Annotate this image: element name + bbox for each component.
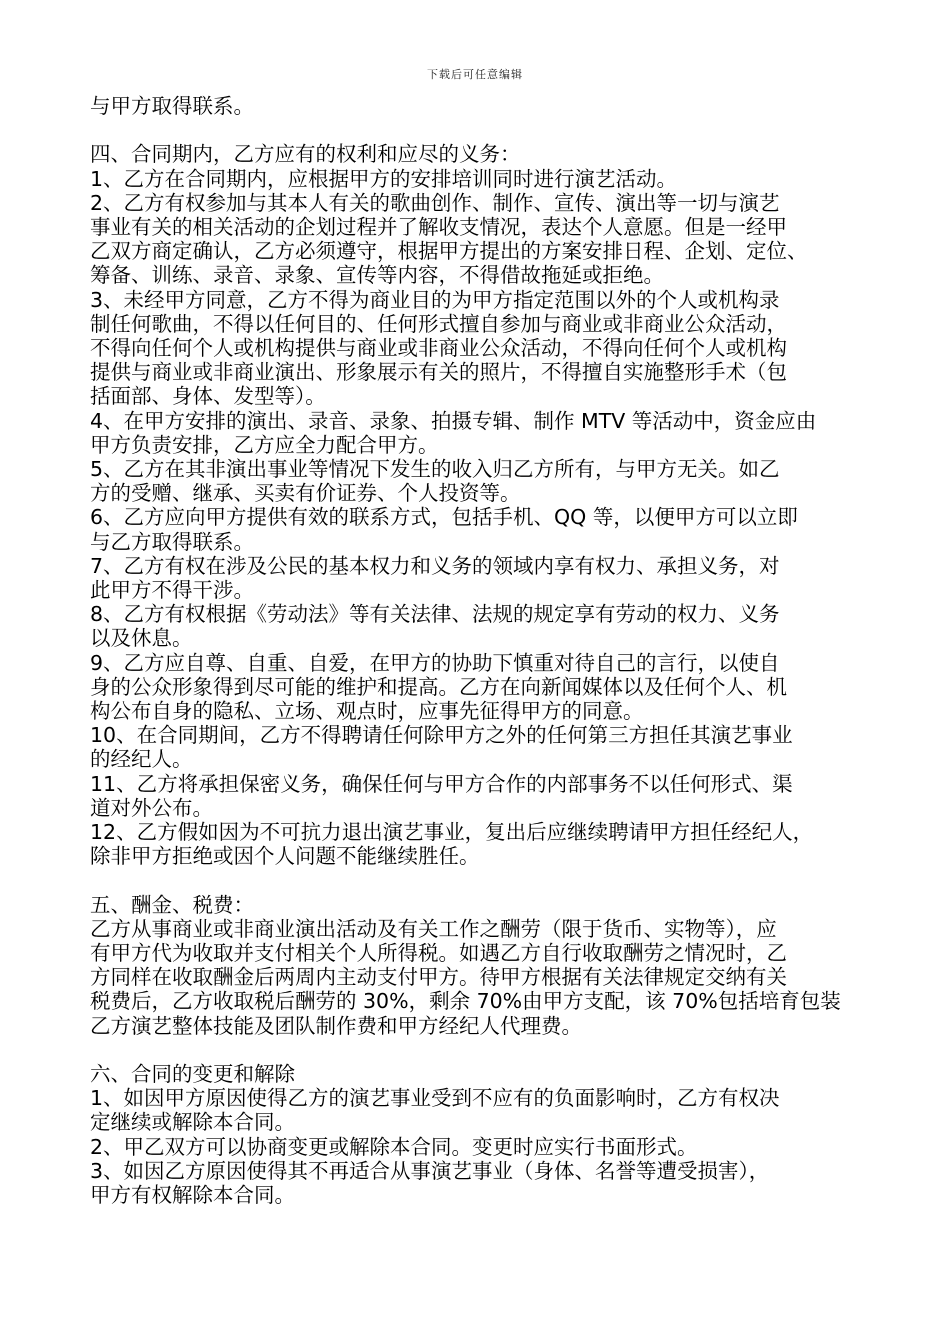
section-4-line: 与乙方取得联系。 (90, 529, 254, 554)
section-4-line: 8、乙方有权根据《劳动法》等有关法律、法规的规定享有劳动的权力、义务 (90, 602, 780, 627)
section-5-line: 税费后，乙方收取税后酬劳的 30%，剩余 70%由甲方支配，该 70%包括培育包装 (90, 989, 841, 1014)
section-4-line: 不得向任何个人或机构提供与商业或非商业公众活动，不得向任何个人或机构 (90, 336, 787, 361)
section-4-line: 的经纪人。 (90, 747, 193, 772)
page-header-caption: 下载后可任意编辑 (427, 68, 523, 81)
section-4-line: 构公布自身的隐私、立场、观点时，应事先征得甲方的同意。 (90, 699, 644, 724)
section-4-line: 除非甲方拒绝或因个人问题不能继续胜任。 (90, 844, 480, 869)
section-6-heading: 六、合同的变更和解除 (90, 1062, 295, 1087)
section-4-line: 9、乙方应自尊、自重、自爱，在甲方的协助下慎重对待自己的言行，以使自 (90, 650, 780, 675)
lead-line: 与甲方取得联系。 (90, 94, 254, 118)
document-body (90, 94, 880, 1207)
section-4-line: 甲方负责安排，乙方应全力配合甲方。 (90, 432, 439, 457)
section-5-line: 乙方从事商业或非商业演出活动及有关工作之酬劳（限于货币、实物等），应 (90, 916, 777, 941)
section-4-line: 制任何歌曲，不得以任何目的、任何形式擅自参加与商业或非商业公众活动， (90, 311, 787, 336)
section-4-line: 2、乙方有权参加与其本人有关的歌曲创作、制作、宣传、演出等一切与演艺 (90, 190, 780, 215)
section-4-line: 7、乙方有权在涉及公民的基本权力和义务的领域内享有权力、承担义务，对 (90, 553, 780, 578)
section-5-heading: 五、酬金、税费： (90, 892, 254, 917)
section-4-line: 提供与商业或非商业演出、形象展示有关的照片，不得擅自实施整形手术（包 (90, 360, 787, 385)
paragraph-gap (90, 118, 880, 142)
section-4-line: 3、未经甲方同意，乙方不得为商业目的为甲方指定范围以外的个人或机构录 (90, 287, 780, 312)
section-4-line: 10、在合同期间，乙方不得聘请任何除甲方之外的任何第三方担任其演艺事业 (90, 723, 793, 748)
section-4-line: 6、乙方应向甲方提供有效的联系方式，包括手机、QQ 等，以便甲方可以立即 (90, 505, 798, 530)
section-4-line: 11、乙方将承担保密义务，确保任何与甲方合作的内部事务不以任何形式、渠 (90, 771, 793, 796)
section-6-line: 甲方有权解除本合同。 (90, 1183, 295, 1208)
section-5-line: 乙方演艺整体技能及团队制作费和甲方经纪人代理费。 (90, 1013, 582, 1038)
section-4-line: 身的公众形象得到尽可能的维护和提高。乙方在向新闻媒体以及任何个人、机 (90, 674, 787, 699)
section-4-line: 以及休息。 (90, 626, 193, 651)
section-4-line: 1、乙方在合同期内，应根据甲方的安排培训同时进行演艺活动。 (90, 166, 678, 191)
section-4-line: 方的受赠、继承、买卖有价证券、个人投资等。 (90, 481, 521, 506)
paragraph-gap (90, 1038, 880, 1062)
section-5-line: 方同样在收取酬金后两周内主动支付甲方。待甲方根据有关法律规定交纳有关 (90, 965, 787, 990)
section-6-line: 定继续或解除本合同。 (90, 1110, 295, 1135)
section-5-line: 有甲方代为收取并支付相关个人所得税。如遇乙方自行收取酬劳之情况时，乙 (90, 941, 787, 966)
section-4-line: 事业有关的相关活动的企划过程并了解收支情况，表达个人意愿。但是一经甲 (90, 215, 787, 239)
section-4-line: 此甲方不得干涉。 (90, 578, 254, 603)
section-4-line: 12、乙方假如因为不可抗力退出演艺事业，复出后应继续聘请甲方担任经纪人， (90, 820, 814, 845)
section-6-line: 2、甲乙双方可以协商变更或解除本合同。变更时应实行书面形式。 (90, 1134, 698, 1159)
section-4-line: 括面部、身体、发型等）。 (90, 384, 326, 409)
section-4-heading: 四、合同期内，乙方应有的权利和应尽的义务： (90, 142, 521, 167)
section-4-line: 道对外公布。 (90, 795, 213, 820)
section-4-line: 4、在甲方安排的演出、录音、录象、拍摄专辑、制作 MTV 等活动中，资金应由 (90, 408, 817, 433)
section-6-line: 3、如因乙方原因使得其不再适合从事演艺事业（身体、名誉等遭受损害）， (90, 1158, 770, 1183)
section-4-line: 筹备、训练、录音、录象、宣传等内容，不得借故拖延或拒绝。 (90, 263, 664, 288)
paragraph-gap (90, 868, 880, 892)
section-6-line: 1、如因甲方原因使得乙方的演艺事业受到不应有的负面影响时，乙方有权决 (90, 1086, 780, 1111)
section-4-line: 乙双方商定确认，乙方必须遵守，根据甲方提出的方案安排日程、企划、定位、 (90, 239, 808, 264)
section-4-line: 5、乙方在其非演出事业等情况下发生的收入归乙方所有，与甲方无关。如乙 (90, 457, 780, 482)
